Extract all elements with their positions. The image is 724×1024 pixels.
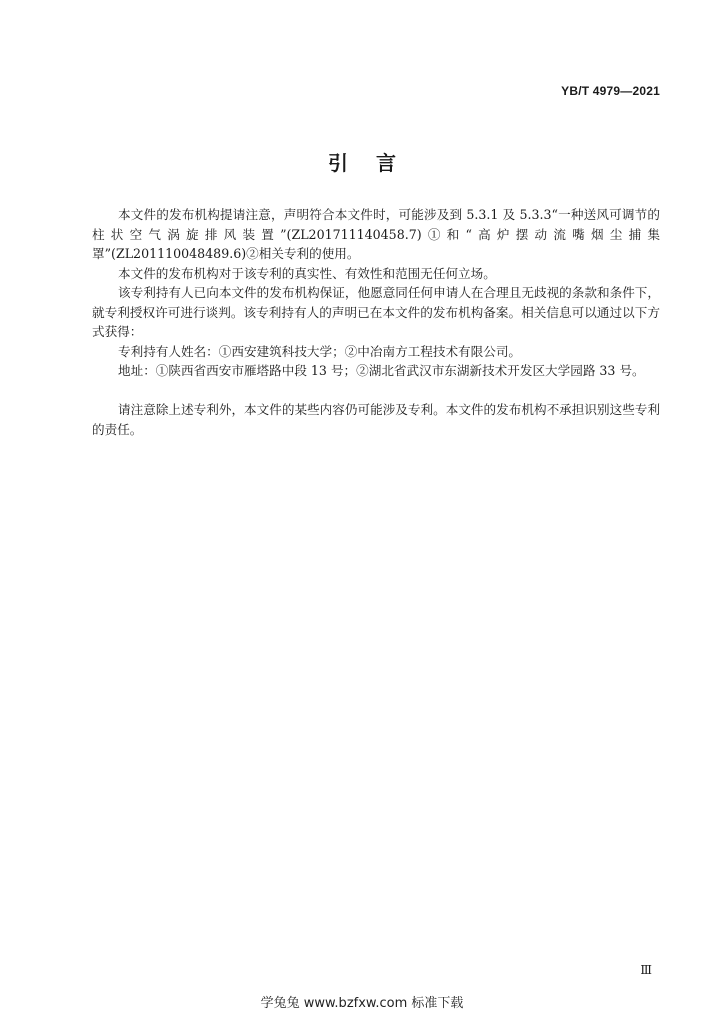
paragraph-holder-names: 专利持有人姓名：①西安建筑科技大学；②中冶南方工程技术有限公司。 bbox=[118, 343, 521, 359]
paragraph-holder-address: 地址：①陕西省西安市雁塔路中段 13 号；②湖北省武汉市东湖新技术开发区大学园路 33 号。 bbox=[118, 363, 645, 378]
paragraph-disclaimer: 请注意除上述专利外，本文件的某些内容仍可能涉及专利。本文件的发布机构不承担识别这些专利的责任。 bbox=[92, 402, 660, 437]
page-number: Ⅲ bbox=[640, 963, 652, 977]
page-title: 引言 bbox=[328, 151, 424, 175]
document-code: YB/T 4979—2021 bbox=[561, 84, 660, 98]
paragraph-position-statement: 本文件的发布机构对于该专利的真实性、有效性和范围无任何立场。 bbox=[118, 265, 496, 281]
paragraph-patent-notice: 本文件的发布机构提请注意，声明符合本文件时，可能涉及到 5.3.1 及 5.3.3“一种送风可调节的柱状空气涡旋排风装置”(ZL201711140458.7)①和“高炉摆动流嘴烟尘捕集罩”(ZL201110048489.6)②相关专利的使用。 bbox=[92, 207, 660, 261]
paragraph-holder-guarantee: 该专利持有人已向本文件的发布机构保证，他愿意同任何申请人在合理且无歧视的条款和条件下，就专利授权许可进行谈判。该专利持有人的声明已在本文件的发布机构备案。相关信息可以通过以下方式获得： bbox=[92, 285, 660, 339]
watermark-footer: 学兔兔 www.bzfxw.com 标准下载 bbox=[260, 996, 464, 1011]
document-body bbox=[92, 205, 660, 439]
